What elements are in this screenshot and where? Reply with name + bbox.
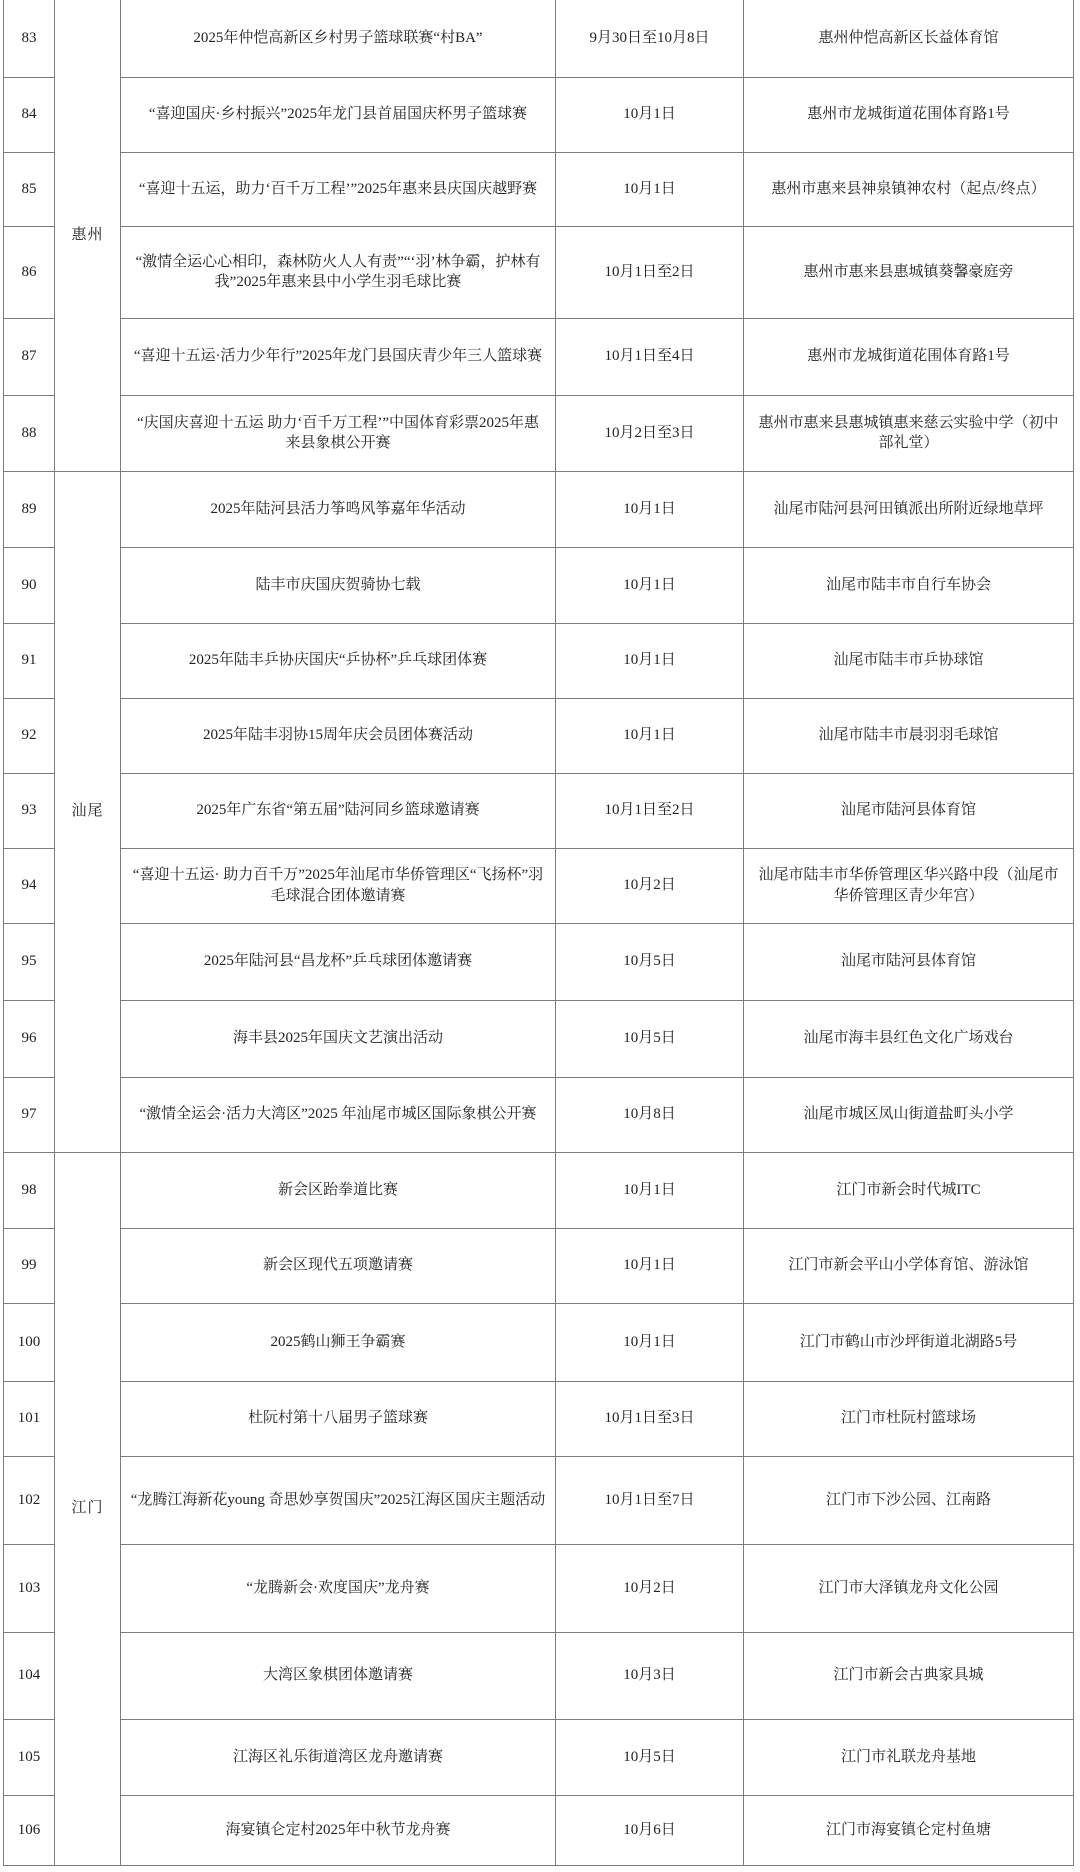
venue-cell: 江门市杜阮村篮球场 bbox=[744, 1381, 1074, 1456]
venue-cell: 汕尾市陆丰市自行车协会 bbox=[744, 547, 1074, 623]
event-name-cell: “龙腾江海新花young 奇思妙享贺国庆”2025江海区国庆主题活动 bbox=[121, 1456, 556, 1544]
table-row bbox=[4, 773, 1074, 848]
table-row bbox=[4, 848, 1074, 923]
venue-cell: 惠州市龙城街道花围体育路1号 bbox=[744, 77, 1074, 152]
date-cell: 10月1日 bbox=[556, 1303, 744, 1381]
event-name-cell: 2025年陆丰乒协庆国庆“乒协杯”乒乓球团体赛 bbox=[121, 623, 556, 698]
event-name-cell: “喜迎十五运·活力少年行”2025年龙门县国庆青少年三人篮球赛 bbox=[121, 318, 556, 395]
date-cell: 10月1日至2日 bbox=[556, 773, 744, 848]
venue-cell: 江门市礼联龙舟基地 bbox=[744, 1719, 1074, 1795]
venue-cell: 惠州市惠来县神泉镇神农村（起点/终点） bbox=[744, 152, 1074, 226]
row-number-cell: 102 bbox=[4, 1456, 55, 1544]
table-row bbox=[4, 395, 1074, 471]
venue-cell: 惠州仲恺高新区长益体育馆 bbox=[744, 0, 1074, 77]
date-cell: 10月5日 bbox=[556, 1719, 744, 1795]
venue-cell: 惠州市龙城街道花围体育路1号 bbox=[744, 318, 1074, 395]
row-number-cell: 97 bbox=[4, 1077, 55, 1152]
row-number-cell: 103 bbox=[4, 1544, 55, 1632]
venue-cell: 汕尾市城区凤山街道盐町头小学 bbox=[744, 1077, 1074, 1152]
venue-cell: 江门市大泽镇龙舟文化公园 bbox=[744, 1544, 1074, 1632]
date-cell: 10月1日 bbox=[556, 471, 744, 547]
venue-cell: 江门市新会平山小学体育馆、游泳馆 bbox=[744, 1228, 1074, 1303]
event-name-cell: “激情全运会·活力大湾区”2025 年汕尾市城区国际象棋公开赛 bbox=[121, 1077, 556, 1152]
date-cell: 10月5日 bbox=[556, 1000, 744, 1077]
table-row bbox=[4, 1152, 1074, 1228]
venue-cell: 江门市下沙公园、江南路 bbox=[744, 1456, 1074, 1544]
row-number-cell: 88 bbox=[4, 395, 55, 471]
event-name-cell: “激情全运心心相印，森林防火人人有责”“‘羽’林争霸，护林有我”2025年惠来县中小学生羽毛球比赛 bbox=[121, 226, 556, 318]
table-row bbox=[4, 1632, 1074, 1719]
row-number-cell: 105 bbox=[4, 1719, 55, 1795]
city-cell: 汕尾 bbox=[55, 471, 121, 1152]
row-number-cell: 85 bbox=[4, 152, 55, 226]
row-number-cell: 104 bbox=[4, 1632, 55, 1719]
date-cell: 9月30日至10月8日 bbox=[556, 0, 744, 77]
date-cell: 10月1日 bbox=[556, 623, 744, 698]
venue-cell: 江门市海宴镇仑定村鱼塘 bbox=[744, 1795, 1074, 1865]
table-row bbox=[4, 1544, 1074, 1632]
row-number-cell: 93 bbox=[4, 773, 55, 848]
row-number-cell: 89 bbox=[4, 471, 55, 547]
city-cell: 惠州 bbox=[55, 0, 121, 471]
venue-cell: 汕尾市海丰县红色文化广场戏台 bbox=[744, 1000, 1074, 1077]
table-row bbox=[4, 1228, 1074, 1303]
venue-cell: 汕尾市陆河县体育馆 bbox=[744, 923, 1074, 1000]
date-cell: 10月2日 bbox=[556, 848, 744, 923]
event-name-cell: 2025年广东省“第五届”陆河同乡篮球邀请赛 bbox=[121, 773, 556, 848]
table-row bbox=[4, 1381, 1074, 1456]
table-row bbox=[4, 923, 1074, 1000]
table-row bbox=[4, 1456, 1074, 1544]
date-cell: 10月3日 bbox=[556, 1632, 744, 1719]
row-number-cell: 94 bbox=[4, 848, 55, 923]
events-table-body bbox=[4, 0, 1074, 1865]
row-number-cell: 86 bbox=[4, 226, 55, 318]
row-number-cell: 98 bbox=[4, 1152, 55, 1228]
table-row bbox=[4, 1000, 1074, 1077]
table-row bbox=[4, 547, 1074, 623]
event-name-cell: 新会区现代五项邀请赛 bbox=[121, 1228, 556, 1303]
venue-cell: 汕尾市陆河县体育馆 bbox=[744, 773, 1074, 848]
date-cell: 10月1日 bbox=[556, 698, 744, 773]
table-row bbox=[4, 77, 1074, 152]
table-row bbox=[4, 471, 1074, 547]
date-cell: 10月6日 bbox=[556, 1795, 744, 1865]
event-name-cell: “喜迎十五运· 助力百千万”2025年汕尾市华侨管理区“飞扬杯”羽毛球混合团体邀请赛 bbox=[121, 848, 556, 923]
event-name-cell: 大湾区象棋团体邀请赛 bbox=[121, 1632, 556, 1719]
event-name-cell: 2025鹤山狮王争霸赛 bbox=[121, 1303, 556, 1381]
table-row bbox=[4, 1719, 1074, 1795]
date-cell: 10月2日 bbox=[556, 1544, 744, 1632]
venue-cell: 汕尾市陆丰市晨羽羽毛球馆 bbox=[744, 698, 1074, 773]
date-cell: 10月1日 bbox=[556, 152, 744, 226]
venue-cell: 江门市鹤山市沙坪街道北湖路5号 bbox=[744, 1303, 1074, 1381]
date-cell: 10月2日至3日 bbox=[556, 395, 744, 471]
city-cell: 江门 bbox=[55, 1152, 121, 1865]
row-number-cell: 84 bbox=[4, 77, 55, 152]
event-name-cell: 2025年陆丰羽协15周年庆会员团体赛活动 bbox=[121, 698, 556, 773]
date-cell: 10月1日至3日 bbox=[556, 1381, 744, 1456]
date-cell: 10月1日 bbox=[556, 77, 744, 152]
event-name-cell: “喜迎十五运，助力‘百千万工程’”2025年惠来县庆国庆越野赛 bbox=[121, 152, 556, 226]
table-row bbox=[4, 1303, 1074, 1381]
event-name-cell: 陆丰市庆国庆贺骑协七载 bbox=[121, 547, 556, 623]
event-name-cell: 海宴镇仑定村2025年中秋节龙舟赛 bbox=[121, 1795, 556, 1865]
table-row bbox=[4, 1077, 1074, 1152]
row-number-cell: 100 bbox=[4, 1303, 55, 1381]
date-cell: 10月5日 bbox=[556, 923, 744, 1000]
date-cell: 10月8日 bbox=[556, 1077, 744, 1152]
venue-cell: 江门市新会时代城ITC bbox=[744, 1152, 1074, 1228]
date-cell: 10月1日至7日 bbox=[556, 1456, 744, 1544]
row-number-cell: 101 bbox=[4, 1381, 55, 1456]
venue-cell: 惠州市惠来县惠城镇惠来慈云实验中学（初中部礼堂） bbox=[744, 395, 1074, 471]
table-row bbox=[4, 698, 1074, 773]
events-table bbox=[3, 0, 1074, 1866]
row-number-cell: 95 bbox=[4, 923, 55, 1000]
event-name-cell: 江海区礼乐街道湾区龙舟邀请赛 bbox=[121, 1719, 556, 1795]
event-name-cell: 杜阮村第十八届男子篮球赛 bbox=[121, 1381, 556, 1456]
row-number-cell: 99 bbox=[4, 1228, 55, 1303]
table-row bbox=[4, 1795, 1074, 1865]
venue-cell: 江门市新会古典家具城 bbox=[744, 1632, 1074, 1719]
event-name-cell: “龙腾新会·欢度国庆”龙舟赛 bbox=[121, 1544, 556, 1632]
date-cell: 10月1日至2日 bbox=[556, 226, 744, 318]
table-row bbox=[4, 152, 1074, 226]
venue-cell: 惠州市惠来县惠城镇葵馨豪庭旁 bbox=[744, 226, 1074, 318]
venue-cell: 汕尾市陆丰市华侨管理区华兴路中段（汕尾市华侨管理区青少年宫） bbox=[744, 848, 1074, 923]
venue-cell: 汕尾市陆丰市乒协球馆 bbox=[744, 623, 1074, 698]
event-name-cell: 2025年仲恺高新区乡村男子篮球联赛“村BA” bbox=[121, 0, 556, 77]
event-name-cell: 2025年陆河县活力筝鸣风筝嘉年华活动 bbox=[121, 471, 556, 547]
row-number-cell: 92 bbox=[4, 698, 55, 773]
date-cell: 10月1日 bbox=[556, 1228, 744, 1303]
venue-cell: 汕尾市陆河县河田镇派出所附近绿地草坪 bbox=[744, 471, 1074, 547]
date-cell: 10月1日至4日 bbox=[556, 318, 744, 395]
date-cell: 10月1日 bbox=[556, 1152, 744, 1228]
row-number-cell: 83 bbox=[4, 0, 55, 77]
row-number-cell: 106 bbox=[4, 1795, 55, 1865]
event-name-cell: 2025年陆河县“昌龙杯”乒乓球团体邀请赛 bbox=[121, 923, 556, 1000]
row-number-cell: 96 bbox=[4, 1000, 55, 1077]
row-number-cell: 87 bbox=[4, 318, 55, 395]
table-row bbox=[4, 318, 1074, 395]
date-cell: 10月1日 bbox=[556, 547, 744, 623]
table-row bbox=[4, 623, 1074, 698]
event-name-cell: 海丰县2025年国庆文艺演出活动 bbox=[121, 1000, 556, 1077]
table-row bbox=[4, 0, 1074, 77]
event-name-cell: 新会区跆拳道比赛 bbox=[121, 1152, 556, 1228]
row-number-cell: 90 bbox=[4, 547, 55, 623]
row-number-cell: 91 bbox=[4, 623, 55, 698]
event-name-cell: “庆国庆喜迎十五运 助力‘百千万工程’”中国体育彩票2025年惠来县象棋公开赛 bbox=[121, 395, 556, 471]
event-name-cell: “喜迎国庆·乡村振兴”2025年龙门县首届国庆杯男子篮球赛 bbox=[121, 77, 556, 152]
table-row bbox=[4, 226, 1074, 318]
